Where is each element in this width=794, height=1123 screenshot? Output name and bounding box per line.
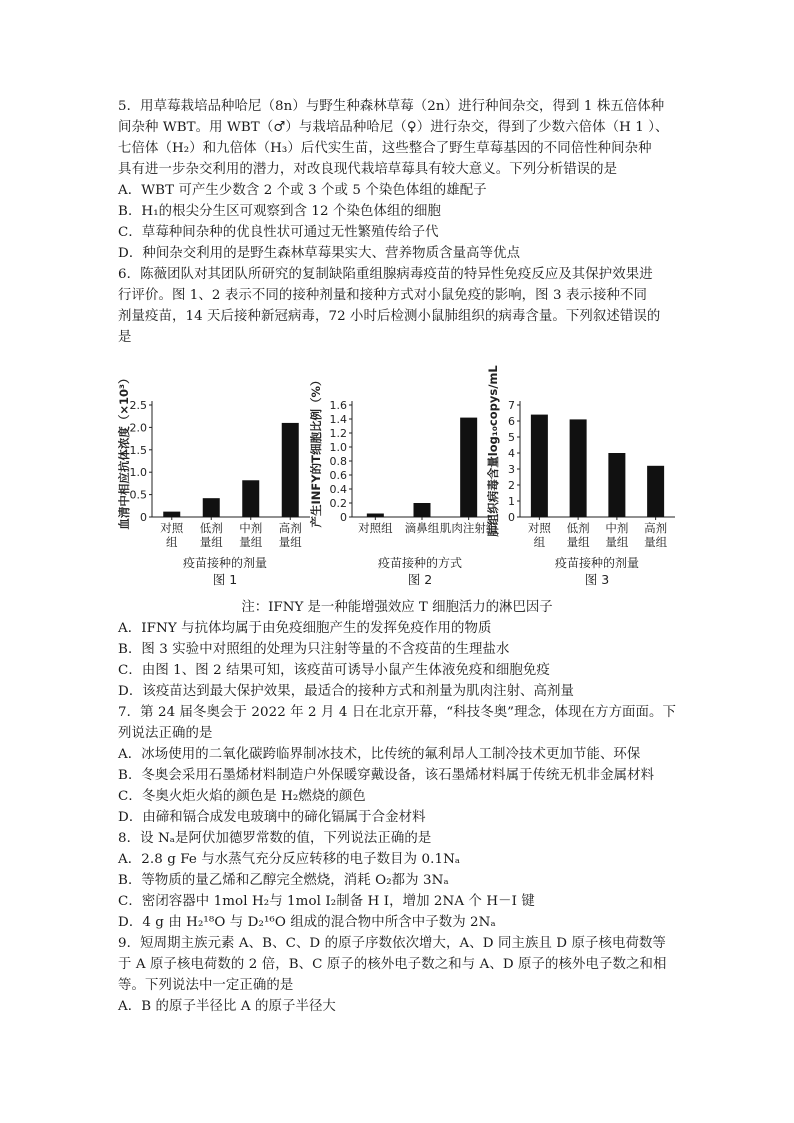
y-tick-label: 0.2 xyxy=(329,497,347,510)
category-label: 低剂 xyxy=(199,521,223,535)
category-label: 对照 xyxy=(160,521,184,535)
q6-option-a: A．IFNY 与抗体均属于由免疫细胞产生的发挥免疫作用的物质 xyxy=(118,621,492,636)
q5-stem-line-1: 5．用草莓栽培品种哈尼（8n）与野生种森林草莓（2n）进行种间杂交，得到 1 株五倍体种 xyxy=(118,99,665,114)
q7-stem-line-1: 7．第 24 届冬奥会于 2022 年 2 月 4 日在北京开幕，“科技冬奥”理念，体现在方方面面。下 xyxy=(118,705,677,720)
q7-option-a: A．冰场使用的二氧化碳跨临界制冰技术，比传统的氟利昂人工制冷技术更加节能、环保 xyxy=(118,747,641,762)
y-tick-label: 0.8 xyxy=(329,455,347,468)
q6-option-b: B．图 3 实验中对照组的处理为只注射等量的不含疫苗的生理盐水 xyxy=(118,642,510,657)
category-label: 量组 xyxy=(605,535,629,549)
bar xyxy=(414,503,431,517)
category-label: 中剂 xyxy=(605,521,629,535)
q5-option-b: B．H₁的根尖分生区可观察到含 12 个染色体组的细胞 xyxy=(118,204,441,219)
chart-figure-3 xyxy=(486,365,675,587)
q7-option-b: B．冬奥会采用石墨烯材料制造户外保暖穿戴设备，该石墨烯材料属于传统无机非金属材料 xyxy=(118,768,655,783)
bar xyxy=(647,466,664,517)
y-tick-label: 0 xyxy=(508,511,515,524)
y-tick-label: 0.6 xyxy=(329,469,347,482)
x-axis-label: 疫苗接种的剂量 xyxy=(554,556,640,570)
bar xyxy=(531,415,548,517)
category-label: 量组 xyxy=(644,535,668,549)
y-tick-label: 1.6 xyxy=(329,399,347,412)
y-tick-label: 2.5 xyxy=(129,399,147,412)
q9-stem-line-3: 等。下列说法中一定正确的是 xyxy=(118,978,294,993)
q6-stem-line-1: 6．陈薇团队对其团队所研究的复制缺陷重组腺病毒疫苗的特异性免疫反应及其保护效果进 xyxy=(118,267,653,282)
bar xyxy=(460,418,477,517)
figure-charts xyxy=(0,350,794,590)
bar xyxy=(163,512,180,517)
category-label: 低剂 xyxy=(566,521,590,535)
bar xyxy=(570,419,587,517)
bar xyxy=(367,514,384,518)
q5-option-a: A．WBT 可产生少数含 2 个或 3 个或 5 个染色体组的雄配子 xyxy=(118,183,487,198)
q7-stem-line-2: 列说法正确的是 xyxy=(118,726,213,741)
figure-caption: 图 2 xyxy=(407,572,433,587)
x-axis-label: 疫苗接种的方式 xyxy=(377,556,463,570)
category-label: 对照 xyxy=(527,521,551,535)
q8-option-d: D．4 g 由 H₂¹⁸O 与 D₂¹⁶O 组成的混合物中所含中子数为 2Nₐ xyxy=(118,915,496,930)
y-tick-label: 0.5 xyxy=(129,488,147,502)
category-label: 高剂 xyxy=(278,521,302,535)
y-tick-label: 2 xyxy=(508,479,515,492)
q5-option-c: C．草莓种间杂种的优良性状可通过无性繁殖传给子代 xyxy=(118,225,439,240)
y-tick-label: 1.0 xyxy=(129,466,147,480)
category-label: 高剂 xyxy=(644,521,668,535)
y-tick-label: 5 xyxy=(508,431,515,444)
q8-stem: 8．设 Nₐ是阿伏加德罗常数的值，下列说法正确的是 xyxy=(118,831,432,846)
y-tick-label: 0.4 xyxy=(329,483,347,496)
q6-stem-line-3: 剂量疫苗，14 天后接种新冠病毒，72 小时后检测小鼠肺组织的病毒含量。下列叙述错误的 xyxy=(118,309,661,324)
q8-option-c: C．密闭容器中 1mol H₂与 1mol I₂制备 H I，增加 2NA 个 H－I 键 xyxy=(118,894,535,909)
x-axis-label: 疫苗接种的剂量 xyxy=(182,556,268,570)
category-label: 肌肉注射组 xyxy=(439,521,498,535)
y-tick-label: 2.0 xyxy=(129,421,147,435)
q6-option-c: C．由图 1、图 2 结果可知，该疫苗可诱导小鼠产生体液免疫和细胞免疫 xyxy=(118,663,550,678)
bar xyxy=(608,453,625,517)
q8-option-a: A．2.8 g Fe 与水蒸气充分反应转移的电子数目为 0.1Nₐ xyxy=(118,852,461,867)
y-tick-label: 1.2 xyxy=(329,427,347,440)
q6-stem-line-2: 行评价。图 1、2 表示不同的接种剂量和接种方式对小鼠免疫的影响，图 3 表示接种不同 xyxy=(118,288,647,303)
q8-option-b: B．等物质的量乙烯和乙醇完全燃烧，消耗 O₂都为 3Nₐ xyxy=(118,873,449,888)
category-label: 量组 xyxy=(239,535,263,549)
y-tick-label: 0 xyxy=(340,511,347,524)
bar xyxy=(242,480,259,517)
y-tick-label: 6 xyxy=(508,415,515,428)
q7-option-c: C．冬奥火炬火焰的颜色是 H₂燃烧的颜色 xyxy=(118,789,366,804)
q5-stem-line-2: 间杂种 WBT。用 WBT（♂）与栽培品种哈尼（♀）进行杂交，得到了少数六倍体（H 1 ）、 xyxy=(118,120,669,135)
q5-stem-line-3: 七倍体（H₂）和九倍体（H₃）后代实生苗，这些整合了野生草莓基因的不同倍性种间杂种 xyxy=(118,141,652,156)
category-label: 量组 xyxy=(278,535,302,549)
y-tick-label: 1.4 xyxy=(329,413,347,426)
y-tick-label: 3 xyxy=(508,463,515,476)
category-label: 中剂 xyxy=(239,521,263,535)
chart-figure-2 xyxy=(309,375,498,587)
category-label: 组 xyxy=(166,535,178,549)
category-label: 滴鼻组 xyxy=(404,521,440,535)
q6-option-d: D．该疫苗达到最大保护效果，最适合的接种方式和剂量为肌肉注射、高剂量 xyxy=(118,684,575,699)
figure-caption: 图 1 xyxy=(212,572,238,587)
y-tick-label: 1.0 xyxy=(329,441,347,454)
bar xyxy=(203,498,220,517)
y-tick-label: 1.5 xyxy=(129,443,147,457)
y-axis-label: 产生INFY的T细胞比例（%） xyxy=(309,374,323,528)
q6-stem-line-4: 是 xyxy=(118,330,132,345)
y-tick-label: 1 xyxy=(508,495,515,508)
y-axis-label: 肺组织病毒含量log₁₀copys/mL xyxy=(486,365,500,537)
q9-stem-line-2: 于 A 原子核电荷数的 2 倍，B、C 原子的核外电子数之和与 A、D 原子的核外电子数之和相 xyxy=(118,957,667,972)
chart-figure-1 xyxy=(117,372,310,587)
category-label: 组 xyxy=(533,535,546,549)
bar xyxy=(282,423,299,517)
y-tick-label: 4 xyxy=(508,447,515,460)
q7-option-d: D．由碲和镉合成发电玻璃中的碲化镉属于合金材料 xyxy=(118,810,426,825)
q9-stem-line-1: 9．短周期主族元素 A、B、C、D 的原子序数依次增大，A、D 同主族且 D 原子核电荷数等 xyxy=(118,936,666,951)
figure-caption: 图 3 xyxy=(584,572,610,587)
category-label: 量组 xyxy=(199,535,223,549)
y-axis-label: 血清中相应抗体浓度（×10³） xyxy=(117,372,131,530)
q6-note: 注：IFNY 是一种能增强效应 T 细胞活力的淋巴因子 xyxy=(241,600,553,615)
q5-stem-line-4: 具有进一步杂交利用的潜力，对改良现代栽培草莓具有较大意义。下列分析错误的是 xyxy=(118,162,618,177)
y-tick-label: 7 xyxy=(508,399,515,412)
category-label: 对照组 xyxy=(358,521,393,535)
category-label: 量组 xyxy=(566,535,590,549)
q5-option-d: D．种间杂交利用的是野生森林草莓果实大、营养物质含量高等优点 xyxy=(118,246,521,261)
y-tick-label: 0 xyxy=(140,511,147,524)
q9-option-a: A．B 的原子半径比 A 的原子半径大 xyxy=(118,999,336,1014)
